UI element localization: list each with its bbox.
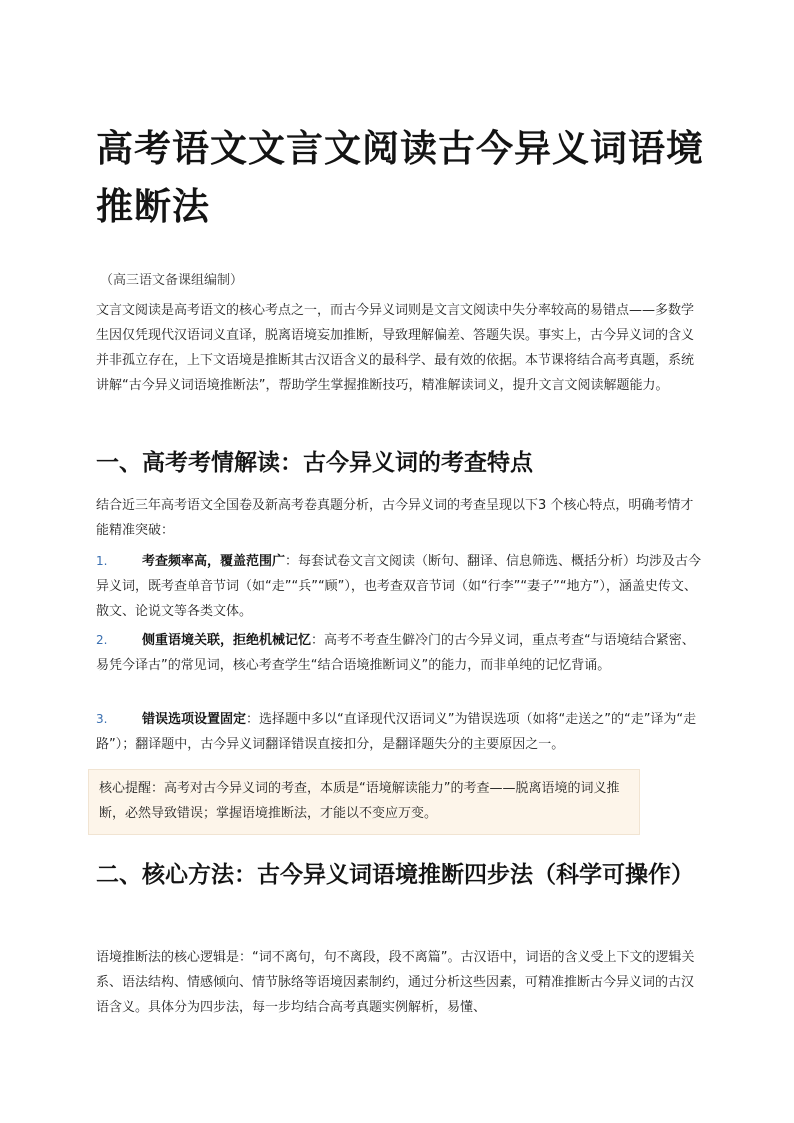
section-2-intro: 语境推断法的核心逻辑是：“词不离句，句不离段，段不离篇”。古汉语中，词语的含义受上下文的逻辑关系、语法结构、情感倾向、情节脉络等语境因素制约，通过分析这些因素，可精准推断古今异义词的古汉语含义。具体分为四步法，每一步均结合高考真题实例解析，易懂、: [96, 950, 695, 1015]
list-item-text: [96, 549, 704, 624]
list-item: [96, 628, 704, 678]
list-number: 1.: [96, 554, 108, 568]
list-item-body: ：选择题中多以“直译现代汉语词义”为错误选项（如将“走送之”的“走”译为“走路”）；翻译题中，古今异义词翻译错误直接扣分，是翻译题失分的主要原因之一。: [96, 712, 697, 752]
list-item-text: [96, 628, 704, 678]
list-item-text: [96, 707, 704, 757]
intro-paragraph: 文言文阅读是高考语文的核心考点之一，而古今异义词则是文言文阅读中失分率较高的易错点——多数学生因仅凭现代汉语词义直译，脱离语境妄加推断，导致理解偏差、答题失误。事实上，古今异义词的含义并非孤立存在，上下文语境是推断其古汉语含义的最科学、最有效的依据。本节课将结合高考真题，系统讲解“古今异义词语境推断法”，帮助学生掌握推断技巧，精准解读词义，提升文言文阅读解题能力。: [96, 303, 695, 393]
key-reminder-callout: 核心提醒：高考对古今异义词的考查，本质是“语境解读能力”的考查——脱离语境的词义推断，必然导致错误；掌握语境推断法，才能以不变应万变。: [88, 769, 640, 835]
section-1-intro: 结合近三年高考语文全国卷及新高考卷真题分析，古今异义词的考查呈现以下3 个核心特点，明确考情才能精准突破：: [96, 498, 694, 538]
list-item: [96, 549, 704, 624]
list-number: 2.: [96, 633, 108, 647]
section-2-heading: 二、核心方法：古今异义词语境推断四步法（科学可操作）: [96, 862, 694, 888]
list-item-body: ：高考不考查生僻冷门的古今异义词，重点考查“与语境结合紧密、易凭今译古”的常见词，核心考查学生“结合语境推断词义”的能力，而非单纯的记忆背诵。: [96, 633, 695, 673]
list-item-body: ：每套试卷文言文阅读（断句、翻译、信息筛选、概括分析）均涉及古今异义词，既考查单音节词（如“走”“兵”“顾”），也考查双音节词（如“行李”“妻子”“地方”），涵盖史传文、散文、论说文等各类文体。: [96, 554, 702, 619]
author-line: （高三语文备课组编制）: [100, 273, 244, 288]
list-number: 3.: [96, 712, 108, 726]
list-item-lead: 侧重语境关联，拒绝机械记忆: [142, 633, 312, 648]
list-item-lead: 考查频率高，覆盖范围广: [142, 554, 286, 569]
section-1-heading: 一、高考考情解读：古今异义词的考查特点: [96, 450, 533, 476]
document-title: 高考语文文言文阅读古今异义词语境推断法: [96, 127, 704, 228]
list-item: [96, 707, 704, 757]
list-item-lead: 错误选项设置固定: [142, 712, 247, 727]
